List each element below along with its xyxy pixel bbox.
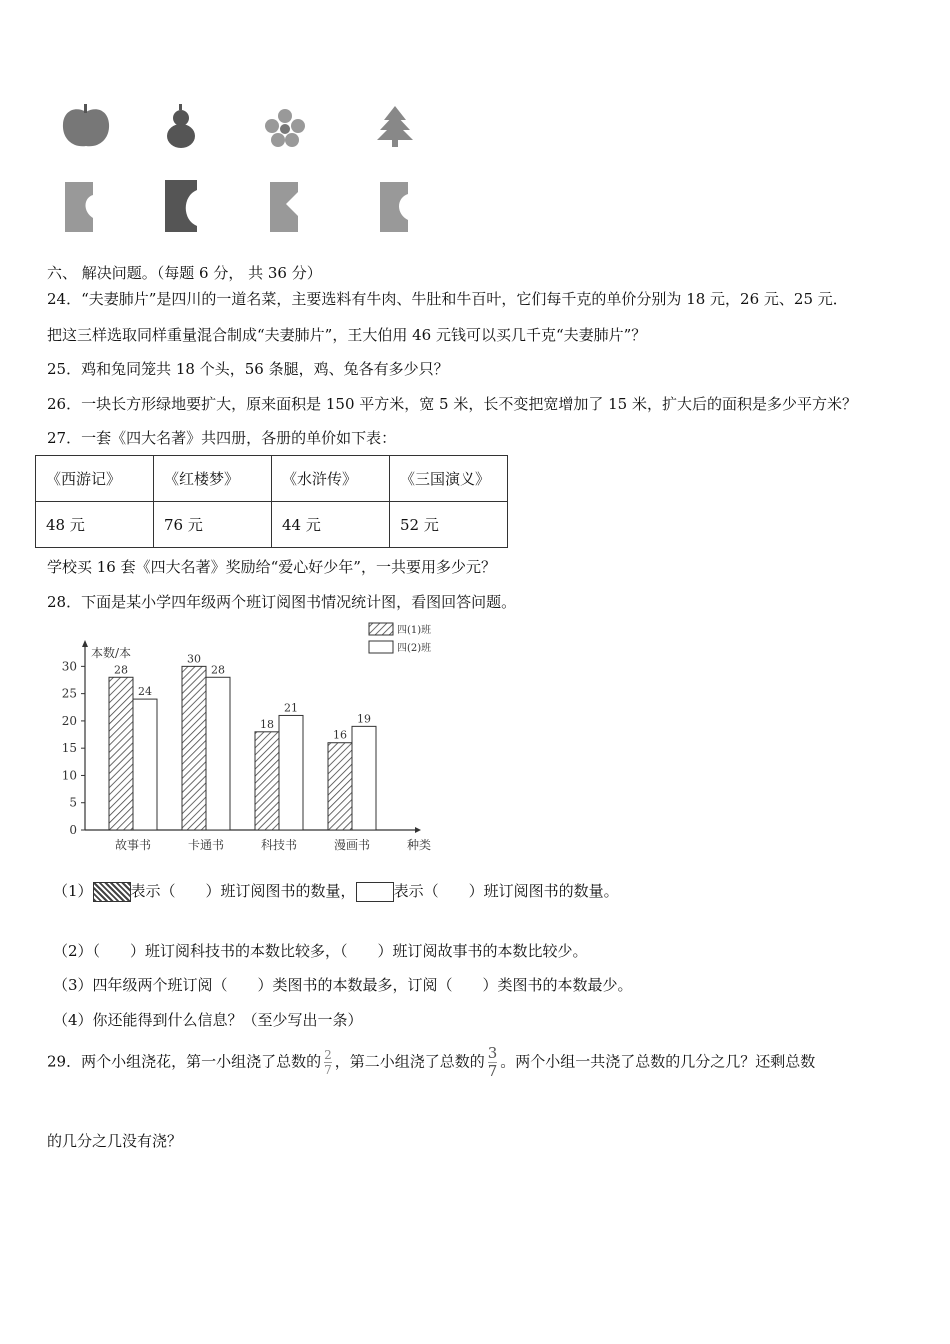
q29-line2: 的几分之几没有浇？ <box>47 1132 183 1150</box>
data-label: 21 <box>284 701 298 715</box>
card-cutout-3-icon <box>270 182 298 232</box>
q28-sub1-prefix: （1） <box>53 882 93 900</box>
bar <box>352 726 376 830</box>
shapes-figure <box>50 100 430 240</box>
fraction-three-sevenths <box>488 1045 498 1080</box>
q28-sub3: （3）四年级两个班订阅（ ）类图书的本数最多，订阅（ ）类图书的本数最少。 <box>53 976 633 994</box>
x-tick-label: 科技书 <box>260 838 298 852</box>
table-cell: 《西游记》 <box>36 456 154 502</box>
legend-label: 四(2)班 <box>397 643 432 654</box>
bar <box>133 699 157 830</box>
table-cell: 《水浒传》 <box>272 456 390 502</box>
y-tick-label: 10 <box>61 768 77 783</box>
card-cutout-1-icon <box>65 182 93 232</box>
q29-part1: 29．两个小组浇花，第一小组浇了总数的 <box>47 1052 322 1071</box>
q28-sub1-b: 表示（ ）班订阅图书的数量。 <box>393 882 619 900</box>
q28-intro: 28．下面是某小学四年级两个班订阅图书情况统计图，看图回答问题。 <box>47 593 517 611</box>
q24-line2: 把这三样选取同样重量混合制成“夫妻肺片”，王大伯用 46 元钱可以买几千克“夫妻肺片”？ <box>47 326 647 344</box>
y-tick-label: 20 <box>61 713 77 728</box>
table-row <box>36 456 508 502</box>
table-row <box>36 502 508 548</box>
q25: 25．鸡和兔同笼共 18 个头，56 条腿，鸡、兔各有多少只？ <box>47 360 449 378</box>
data-label: 30 <box>187 652 201 666</box>
card-cutout-2-icon <box>165 180 197 232</box>
table-cell: 44 元 <box>272 502 390 548</box>
table-cell: 52 元 <box>390 502 508 548</box>
bar <box>255 732 279 830</box>
y-tick-label: 0 <box>69 823 77 837</box>
y-tick-label: 5 <box>69 795 77 810</box>
bar <box>109 677 133 830</box>
data-label: 24 <box>138 685 152 699</box>
y-axis-arrow-icon <box>82 640 88 647</box>
bar-chart <box>55 615 455 865</box>
table-cell: 《三国演义》 <box>390 456 508 502</box>
y-tick-label: 30 <box>61 659 77 674</box>
data-label: 28 <box>114 663 128 677</box>
legend-label: 四(1)班 <box>397 625 432 636</box>
q26: 26．一块长方形绿地要扩大，原来面积是 150 平方米，宽 5 米，长不变把宽增加了 15 米，扩大后的面积是多少平方米？ <box>47 395 857 413</box>
q28-sub4: （4）你还能得到什么信息？（至少写出一条） <box>53 1011 363 1029</box>
q27-question: 学校买 16 套《四大名著》奖励给“爱心好少年”，一共要用多少元？ <box>47 558 496 576</box>
q28-sub1 <box>53 880 619 902</box>
hatched-legend-icon <box>93 882 131 902</box>
x-axis-label: 种类 <box>407 838 432 852</box>
flower-shape-icon <box>265 109 305 147</box>
card-cutout-4-icon <box>380 182 408 232</box>
x-tick-label: 卡通书 <box>187 838 225 852</box>
bar <box>328 743 352 830</box>
q29-part2: ，第二小组浇了总数的 <box>334 1052 485 1071</box>
legend-swatch <box>369 623 393 635</box>
bar <box>182 666 206 830</box>
q28-sub2: （2）（ ）班订阅科技书的本数比较多，（ ）班订阅故事书的本数比较少。 <box>53 942 588 960</box>
x-tick-label: 故事书 <box>114 838 152 852</box>
legend-swatch <box>369 641 393 653</box>
blank-legend-icon <box>356 882 394 902</box>
section-header: 六、 解决问题。（每题 6 分， 共 36 分） <box>47 264 322 282</box>
fraction-denominator: 7 <box>324 1063 332 1077</box>
table-cell: 76 元 <box>154 502 272 548</box>
fraction-denominator: 7 <box>487 1062 498 1080</box>
y-tick-label: 15 <box>61 741 77 756</box>
table-cell: 《红楼梦》 <box>154 456 272 502</box>
bar <box>206 677 230 830</box>
q29-part3: 。两个小组一共浇了总数的几分之几？还剩总数 <box>500 1052 816 1071</box>
q24-line1: 24．“夫妻肺片”是四川的一道名菜，主要选料有牛肉、牛肚和牛百叶，它们每千克的单价分别为 18 元，26 元、25 元． <box>47 290 848 308</box>
fraction-numerator: 2 <box>324 1048 332 1062</box>
tree-shape-icon <box>377 106 413 147</box>
book-price-table <box>35 455 508 548</box>
x-axis-arrow-icon <box>415 827 421 833</box>
q29-line1 <box>47 1045 815 1080</box>
fraction-two-sevenths <box>324 1048 332 1077</box>
q27-intro: 27．一套《四大名著》共四册，各册的单价如下表： <box>47 429 397 447</box>
y-tick-label: 25 <box>61 686 77 701</box>
data-label: 19 <box>357 712 371 726</box>
data-label: 18 <box>260 717 274 731</box>
data-label: 28 <box>211 663 225 677</box>
data-label: 16 <box>333 728 347 742</box>
apple-shape-icon <box>63 104 109 146</box>
y-axis-label: 本数/本 <box>91 646 132 660</box>
x-tick-label: 漫画书 <box>333 838 371 852</box>
q28-sub1-a: 表示（ ）班订阅图书的数量， <box>130 882 356 900</box>
table-cell: 48 元 <box>36 502 154 548</box>
gourd-shape-icon <box>167 104 195 148</box>
fraction-numerator: 3 <box>487 1044 498 1062</box>
bar <box>279 715 303 830</box>
